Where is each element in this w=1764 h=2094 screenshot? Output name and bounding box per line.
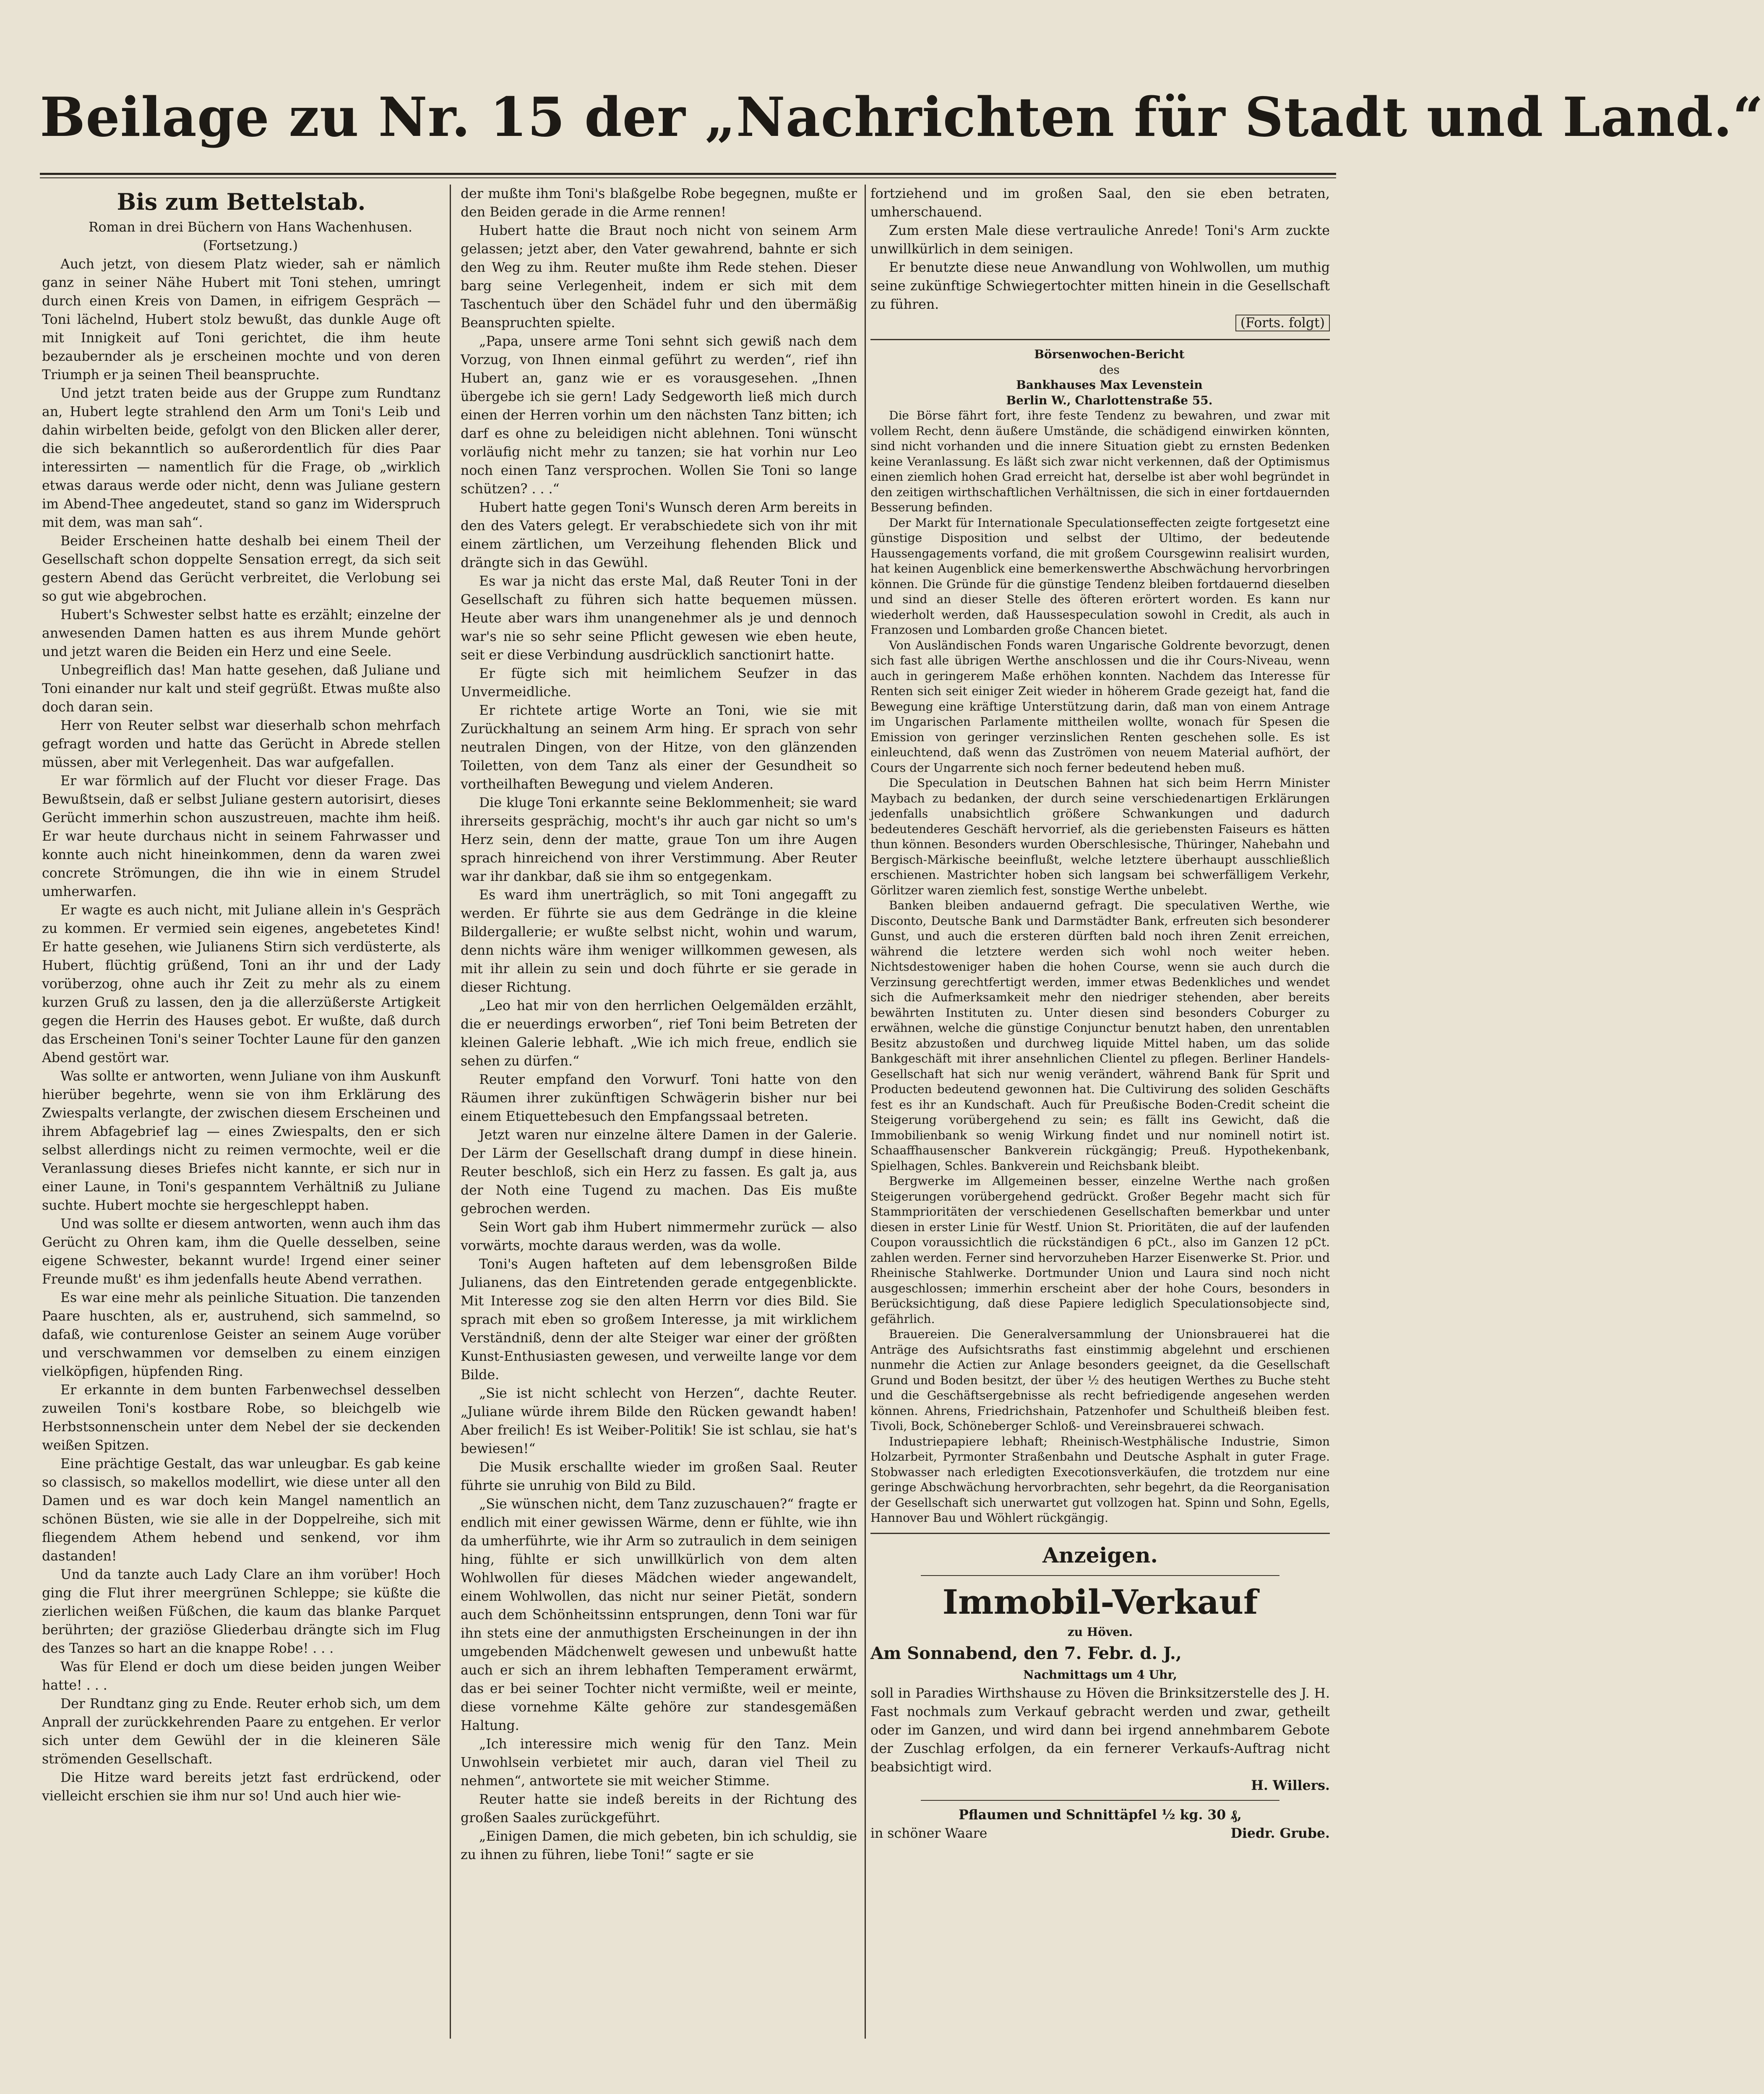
sale-title: Immobil-Verkauf xyxy=(942,1582,1258,1622)
report-paragraph: Bergwerke im Allgemeinen besser, einzelne Werthe nach großen Steigerungen vorübergehend gedrückt. Großer Begehr macht sich für Stammprioritäten der verschiedenen Gesellschaften bemerkbar und unter diesen in erster Linie für Westf. Union St. Prioritäten, die auf der laufenden Coupon voraussichtlich die rückständigen 6 pCt., also im Ganzen 12 pCt. zahlen werden. Ferner sind hervorzuheben Harzer Eisenwerke St. Prior. und Rheinische Stahlwerke. Dortmunder Union und Laura sind noch nicht ausgeschlossen; immerhin erscheint aber der hohe Cours, besonders in Berücksichtigung, daß diese Papiere lediglich Speculationsobjecte sind, gefährlich. xyxy=(870,1174,1330,1326)
column-3 xyxy=(870,185,1330,2039)
sale-signer: H. Willers. xyxy=(1251,1777,1330,1793)
paragraph: Er war förmlich auf der Flucht vor dieser Frage. Das Bewußtsein, daß er selbst Juliane gestern autorisirt, dieses Gerücht immerhin schon auszustreuen, machte ihm heiß. Er war heute durchaus nicht in seinem Fahrwasser und konnte auch nicht hineinkommen, denn da waren zwei concrete Strömungen, die ihn wie in einem Strudel umherwarfen. xyxy=(42,774,440,899)
fruit-signer: Diedr. Grube. xyxy=(1230,1825,1330,1841)
paragraph: Es war eine mehr als peinliche Situation. Die tanzenden Paare huschten, als er, austruhend, sich sammelnd, so dafaß, wie conturenlose Geister an seinem Auge vorüber und verschwammen vor demselben zu einem einzigen vielköpfigen, hüpfenden Ring. xyxy=(42,1290,440,1379)
paragraph: Die Hitze ward bereits jetzt fast erdrückend, oder vielleicht erschien sie ihm nur so! Und auch hier wie- xyxy=(42,1770,440,1804)
fruit-ad-line2: in schöner Waare xyxy=(870,1826,988,1841)
continued-note xyxy=(870,314,1330,332)
paragraph: fortziehend und im großen Saal, den sie eben betraten, umherschauend. xyxy=(870,186,1330,220)
paragraph: Die Musik erschallte wieder im großen Saal. Reuter führte sie unruhig von Bild zu Bild. xyxy=(461,1460,857,1493)
paragraph: Herr von Reuter selbst war dieserhalb schon mehrfach gefragt worden und hatte das Gerücht in Abrede stellen müssen, aber mit Verlegenheit. Das war aufgefallen. xyxy=(42,718,440,770)
report-paragraph: Die Börse fährt fort, ihre feste Tendenz zu bewahren, und zwar mit vollem Recht, denn äußere Umstände, die schädigend einwirken könnten, sind nicht vorhanden und die innere Situation giebt zu ernsten Bedenken keine Veranlassung. Es läßt sich zwar nicht verkennen, daß der Optimismus einen ziemlich hohen Grad erreicht hat, derselbe ist aber wohl begründet in den zeitigen wirthschaftlichen Verhältnissen, die sich in einer fortdauernden Besserung befinden. xyxy=(870,409,1330,514)
sale-location: zu Höven. xyxy=(1067,1625,1133,1639)
paragraph: Er richtete artige Worte an Toni, wie sie mit Zurückhaltung an seinem Arm hing. Er sprach von sehr neutralen Dingen, von der Hitze, von den glänzenden Toiletten, von dem Tanz als einer der Gesundheit so vortheilhaften Bewegung und vielem Anderen. xyxy=(461,703,857,792)
section-divider xyxy=(870,339,1330,340)
paragraph: Zum ersten Male diese vertrauliche Anrede! Toni's Arm zuckte unwillkürlich in dem seinigen. xyxy=(870,223,1330,257)
report-paragraph: Industriepapiere lebhaft; Rheinisch-Westphälische Industrie, Simon Holzarbeit, Pyrmonter Straßenbahn und Deutsche Asphalt in guter Frage. Stobwasser nach erledigten Execotionsverkäufen, die trotzdem nur eine geringe Abschwächung hervorbrachten, sehr begehrt, da die Reorganisation der Gesellschaft sich unerwartet gut vollzogen hat. Spinn und Sohn, Egells, Hannover Bau und Wöhlert rückgängig. xyxy=(870,1434,1330,1525)
paragraph: Und was sollte er diesem antworten, wenn auch ihm das Gerücht zu Ohren kam, ihm die Quelle desselben, seine eigene Schwester, bekannt wurde! Irgend einer seiner Freunde mußt' es ihm jedenfalls heute Abend verrathen. xyxy=(42,1216,440,1287)
column-divider-2 xyxy=(865,185,866,2039)
paragraph: Er wagte es auch nicht, mit Juliane allein in's Gespräch zu kommen. Er vermied sein eigenes, angebetetes Kind! Er hatte gesehen, wie Julianens Stirn sich verdüsterte, als Hubert, flüchtig grüßend, Toni an ihr und der Lady vorüberzog, ohne auch ihr Zeit zu mehr als zu einem kurzen Gruß zu lassen, den ja die allerzüßerste Artigkeit gegen die Herrin des Hauses gebot. Er wußte, daß durch das Erscheinen Toni's seiner Tochter Laune für den ganzen Abend gestört war. xyxy=(42,903,440,1065)
paragraph: Er erkannte in dem bunten Farbenwechsel desselben zuweilen Toni's kostbare Robe, so bleichgelb wie Herbstsonnenschein unter dem Nebel der sie deckenden weißen Spitzen. xyxy=(42,1383,440,1453)
paragraph: Toni's Augen hafteten auf dem lebensgroßen Bilde Julianens, das den Eintretenden gerade entgegenblickte. Mit Interesse zog sie den alten Herrn vor dies Bild. Sie sprach mit eben so großem Interesse, ja mit wirklichem Verständniß, denn der alte Steiger war einer der größten Kunst-Enthusiasten gewesen, und verweilte lange vor dem Bilde. xyxy=(461,1257,857,1383)
paragraph: „Einigen Damen, die mich gebeten, bin ich schuldig, sie zu ihnen zu führen, liebe Toni!“ sagte er sie xyxy=(461,1829,857,1862)
sale-text: soll in Paradies Wirthshause zu Höven die Brinksitzerstelle des J. H. Fast nochmals zum Verkauf gebracht werden und zwar, getheilt oder im Ganzen, und wird dann bei irgend annehmbarem Gebote der Zuschlag erfolgen, da ein fernerer Verkaufs-Auftrag nicht beabsichtigt wird. xyxy=(870,1685,1330,1775)
novel-column-2 xyxy=(461,185,857,2039)
novel-col1-text xyxy=(42,255,440,1805)
paragraph: Unbegreiflich das! Man hatte gesehen, daß Juliane und Toni einander nur kalt und steif gegrüßt. Etwas mußte also doch daran sein. xyxy=(42,663,440,715)
novel-subtitle: Roman in drei Büchern von Hans Wachenhusen. xyxy=(88,220,413,235)
paragraph: Reuter hatte sie indeß bereits in der Richtung des großen Saales zurückgeführt. xyxy=(461,1792,857,1826)
paragraph: Hubert hatte gegen Toni's Wunsch deren Arm bereits in den des Vaters gelegt. Er verabschiedete sich von ihr mit einem zärtlichen, um Verzeihung flehenden Blick und drängte sich in das Gewühl. xyxy=(461,500,857,570)
paragraph: Und jetzt traten beide aus der Gruppe zum Rundtanz an, Hubert legte strahlend den Arm um Toni's Leib und dahin wirbelten beide, gefolgt von den Blicken aller derer, die sich bekanntlich so außerordentlich für dies Paar interessirten — namentlich für die Frage, ob „wirklich etwas daraus werde oder nicht, denn was Juliane gestern im Abend-Thee angedeutet, stand so ganz im Widerspruch mit dem, was man sah“. xyxy=(42,386,440,530)
continued-note-text: (Forts. folgt) xyxy=(1235,315,1330,331)
paragraph: Es ward ihm unerträglich, so mit Toni angegafft zu werden. Er führte sie aus dem Gedränge in die kleine Bildergallerie; er wußte selbst nicht, wohin und warum, denn nichts wäre ihm weniger willkommen gewesen, als mit ihr allein zu sein und doch führte er sie gerade in dieser Richtung. xyxy=(461,888,857,995)
novel-title: Bis zum Bettelstab. xyxy=(117,188,366,215)
novel-continuation-note: (Fortsetzung.) xyxy=(203,238,298,253)
paragraph: Sein Wort gab ihm Hubert nimmermehr zurück — also vorwärts, mochte daraus werden, was da wolle. xyxy=(461,1220,857,1253)
novel-column-1 xyxy=(42,185,440,2039)
paragraph: Eine prächtige Gestalt, das war unleugbar. Es gab keine so classisch, so makellos modellirt, wie diese unter all den Damen und es war doch kein Mangel namentlich an schönen Büsten, wie sie alle in der Doppelreihe, sich mit fliegendem Athem hebend und senkend, vor ihm dastanden! xyxy=(42,1456,440,1564)
paragraph: Was sollte er antworten, wenn Juliane von ihm Auskunft hierüber begehrte, wenn sie von ihm Erklärung des Zwiespalts verlangte, der zwischen diesem Erscheinen und ihrem Abfagebrief lag — eines Zwiespalts, den er sich selbst allerdings nicht zu reimen vermochte, weil er die Veranlassung dieses Briefes nicht kannte, er sich nur in einer Laune, in Toni's gespanntem Verhältniß zu Juliane suchte. Hubert mochte sie hergeschleppt haben. xyxy=(42,1069,440,1213)
paragraph: Beider Erscheinen hatte deshalb bei einem Theil der Gesellschaft schon doppelte Sensation erregt, da sich seit gestern Abend das Gerücht verbreitet, die Verlobung sei so gut wie abgebrochen. xyxy=(42,534,440,604)
ad-divider xyxy=(921,1800,1279,1801)
paragraph: Auch jetzt, von diesem Platz wieder, sah er nämlich ganz in seiner Nähe Hubert mit Toni stehen, umringt durch einen Kreis von Damen, in eifrigem Gespräch — Toni lächelnd, Hubert stolz bewußt, das dunkle Auge oft mit Innigkeit auf Toni gerichtet, die ihm heute bezaubernder als je erscheinen mochte und von deren Triumph er ja seinen Theil beanspruchte. xyxy=(42,257,440,383)
paragraph: „Sie ist nicht schlecht von Herzen“, dachte Reuter. „Juliane würde ihrem Bilde den Rücken gewandt haben! Aber freilich! Es ist Weiber-Politik! Sie ist schlau, sie hat's bewiesen!“ xyxy=(461,1386,857,1456)
masthead-rule-bottom xyxy=(40,177,1336,178)
paragraph: „Papa, unsere arme Toni sehnt sich gewiß nach dem Vorzug, von Ihnen einmal geführt zu werden“, rief ihn Hubert an, ganz wie er es vorausgesehen. „Ihnen übergebe ich sie gern! Lady Sedgeworth ließ mich durch einen der Herren vorhin um den nächsten Tanz bitten; ich darf es ohne zu beleidigen nicht ablehnen. Toni wünscht vorläufig nicht mehr zu tanzen; sie hat vorhin nur Leo noch einen Tanz versprochen. Wollen Sie Toni so lange schützen? . . .“ xyxy=(461,334,857,497)
paragraph: „Sie wünschen nicht, dem Tanz zuzuschauen?“ fragte er endlich mit einer gewissen Wärme, denn er fühlte, wie ihn da umherführte, wie ihr Arm so zutraulich in dem seinigen hing, fühlte er sich unwillkürlich von dem alten Wohlwollen für dieses Mädchen wieder angewandelt, einem Wohlwollen, das nicht nur seiner Pietät, sondern auch dem Schönheitssinn entsprungen, denn Toni war für ihn stets eine der anmuthigsten Erscheinungen in der ihn umgebenden Mädchenwelt gewesen und unbewußt hatte auch er sich an ihrem lebhaften Temperament erwärmt, das er bei seiner Tochter nicht vermißte, weil er meinte, diese vornehme Kälte gehöre zur standesgemäßen Haltung. xyxy=(461,1497,857,1733)
report-paragraph: Der Markt für Internationale Speculationseffecten zeigte fortgesetzt eine günstige Disposition und selbst der Ultimo, der bedeutende Haussengagements vorfand, die mit großem Coursgewinn realisirt wurden, hat keinen Augenblick eine bemerkenswerthe Abschwächung hervorbringen können. Die Gründe für die günstige Tendenz bleiben fortdauernd dieselben und sind an dieser Stelle des öfteren erörtert worden. Es kann nur wiederholt werden, daß Haussespeculation sowohl in Credit, als auch in Franzosen und Lombarden große Chancen bietet. xyxy=(870,516,1330,637)
paragraph: „Ich interessire mich wenig für den Tanz. Mein Unwohlsein verbietet mir auch, daran viel Theil zu nehmen“, antwortete sie mit weicher Stimme. xyxy=(461,1737,857,1789)
paragraph: Und da tanzte auch Lady Clare an ihm vorüber! Hoch ging die Flut ihrer meergrünen Schleppe; sie küßte die zierlichen weißen Füßchen, die kaum das blanke Parquet berührten; der graziöse Gliederbau drängte sich im Flug des Tanzes so hart an die knappe Robe! . . . xyxy=(42,1567,440,1656)
paragraph: Die kluge Toni erkannte seine Beklommenheit; sie ward ihrerseits gesprächig, mocht's ihr auch gar nicht so um's Herz sein, denn der matte, graue Ton um ihre Augen sprach hinreichend von ihrer Verstimmung. Aber Reuter war ihr dankbar, daß sie ihm so entgegenkam. xyxy=(461,795,857,884)
section-divider xyxy=(870,1533,1330,1534)
market-report xyxy=(870,347,1330,1526)
advertisements xyxy=(870,1541,1330,1843)
paragraph: Er benutzte diese neue Anwandlung von Wohlwollen, um muthig seine zukünftige Schwiegertochter mitten hinein in die Gesellschaft zu führen. xyxy=(870,260,1330,312)
paragraph: Hubert hatte die Braut noch nicht von seinem Arm gelassen; jetzt aber, den Vater gewahrend, bahnte er sich den Weg zu ihm. Reuter mußte ihm Rede stehen. Dieser barg seine Verlegenheit, indem er sich mit dem Taschentuch über den Schädel fuhr und den übermäßig Beanspruchten spielte. xyxy=(461,223,857,331)
sale-time: Nachmittags um 4 Uhr, xyxy=(1023,1667,1177,1682)
paragraph: Reuter empfand den Vorwurf. Toni hatte von den Räumen ihrer zukünftigen Schwägerin bisher nur bei einem Etiquettebesuch den Empfangssaal betreten. xyxy=(461,1072,857,1124)
fruit-ad-row xyxy=(870,1824,1330,1843)
report-paragraph: Banken bleiben andauernd gefragt. Die speculativen Werthe, wie Disconto, Deutsche Bank und Darmstädter Bank, erfreuten sich besonderer Gunst, und auch die ersteren dürften bald noch ihren Zenit erreichen, während die letztere werden sich wohl noch weiter heben. Nichtsdestoweniger haben die hohen Course, wenn sie auch durch die Verzinsung gerechtfertigt werden, immer etwas Bedenkliches und wendet sich die Aufmerksamkeit mehr den niedriger stehenden, aber bereits bewährten Instituten zu. Unter diesen sind besonders Coburger zu erwähnen, welche die günstige Conjunctur benutzt haben, den unrentablen Besitz abzustoßen und durchweg liquide Mittel haben, um das solide Bankgeschäft mit ihrer ansehnlichen Clientel zu pflegen. Berliner Handels-Gesellschaft hat sich nur wenig verändert, während Bank für Sprit und Producten bedeutend gewonnen hat. Die Cultivirung des soliden Geschäfts fest es ihr an Kundschaft. Auch für Preußische Boden-Credit scheint die Steigerung vorübergehend zu sein; es fällt ins Gewicht, daß die Immobilienbank so wenig Wirkung findet und nur nominell notirt ist. Schaaffhausenscher Bankverein rückgängig; Preuß. Hypothekenbank, Spielhagen, Schles. Bankverein und Reichsbank bleibt. xyxy=(870,899,1330,1173)
paragraph: Hubert's Schwester selbst hatte es erzählt; einzelne der anwesenden Damen hatten es aus ihrem Munde gehört und jetzt waren die Beiden ein Herz und eine Seele. xyxy=(42,607,440,659)
paragraph: Es war ja nicht das erste Mal, daß Reuter Toni in der Gesellschaft zu führen sich hatte bequemen müssen. Heute aber wars ihm unangenehmer als je und dennoch war's nie so sehr seine Pflicht gewesen wie eben heute, seit er diese Verbindung ausdrücklich sanctionirt hatte. xyxy=(461,574,857,663)
report-paragraph: Die Speculation in Deutschen Bahnen hat sich beim Herrn Minister Maybach zu bedanken, der durch seine verschiedenartigen Erklärungen jedenfalls unabsichtlich größere Schwankungen und dadurch bedeutenderes Geschäft hervorrief, als die geriebensten Faiseurs es hätten thun können. Besonders wurden Oberschlesische, Thüringer, Nahebahn und Bergisch-Märkische beeinflußt, welche letztere überhaupt ausschließlich erschienen. Mastrichter hoben sich langsam bei schwerfälligem Verkehr, Görlitzer waren ziemlich fest, sonstige Werthe unbelebt. xyxy=(870,776,1330,897)
masthead: Beilage zu Nr. 15 der „Nachrichten für Stadt und Land.“ xyxy=(40,86,1764,149)
ads-heading: Anzeigen. xyxy=(1042,1542,1158,1568)
fruit-ad-line: Pflaumen und Schnittäpfel ½ kg. 30 ₰, xyxy=(959,1807,1242,1823)
paragraph: der mußte ihm Toni's blaßgelbe Robe begegnen, mußte er den Beiden gerade in die Arme rennen! xyxy=(461,186,857,220)
novel-col3-text xyxy=(870,185,1330,332)
report-title: Börsenwochen-Bericht xyxy=(1034,347,1185,361)
paragraph: Was für Elend er doch um diese beiden jungen Weiber hatte! . . . xyxy=(42,1659,440,1693)
paragraph: „Leo hat mir von den herrlichen Oelgemälden erzählt, die er neuerdings erworben“, rief Toni beim Betreten der kleinen Galerie lebhaft. „Wie ich mich freue, endlich sie sehen zu dürfen.“ xyxy=(461,998,857,1069)
report-paragraph: Von Ausländischen Fonds waren Ungarische Goldrente bevorzugt, denen sich fast alle übrigen Werthe anschlossen und die ihr Cours-Niveau, wenn auch in geringerem Maße erhöhen konnten. Nachdem das Interesse für Renten sich seit einiger Zeit wieder in höherem Grade gezeigt hat, fand die Bewegung eine kräftige Unterstützung darin, daß man von einem Antrage im Ungarischen Parlamente mittheilen wollte, wonach für Spesen die Emission von geringer verzinslichen Renten geschehen solle. Es ist einleuchtend, daß wenn das Zuströmen von neuem Material aufhört, der Cours der Ungarrente sich noch ferner bedeutend heben muß. xyxy=(870,638,1330,775)
report-paragraph: Brauereien. Die Generalversammlung der Unionsbrauerei hat die Anträge des Aufsichtsraths fast einstimmig abgelehnt und erschienen nunmehr die Actien zur Anlage besonders geeignet, da die Gesellschaft Grund und Boden besitzt, der über ½ des heutigen Werthes zu Buche steht und die Geschäftsergebnisse als recht befriedigende angesehen werden können. Ahrens, Friedrichshain, Patzenhofer und Schultheiß bleiben fest. Tivoli, Bock, Schöneberger Schloß- und Vereinsbrauerei schwach. xyxy=(870,1327,1330,1433)
report-des: des xyxy=(1099,362,1120,377)
masthead-rule-top xyxy=(40,173,1336,175)
paragraph: Der Rundtanz ging zu Ende. Reuter erhob sich, um dem Anprall der zurückkehrenden Paare zu entgehen. Er verlor sich unter dem Gewühl der in die kleineren Säle strömenden Gesellschaft. xyxy=(42,1696,440,1767)
sale-date: Am Sonnabend, den 7. Febr. d. J., xyxy=(870,1643,1182,1663)
ad-divider xyxy=(921,1575,1279,1576)
column-divider-1 xyxy=(450,185,451,2039)
report-bank-address: Berlin W., Charlottenstraße 55. xyxy=(1006,393,1213,407)
report-bank-name: Bankhauses Max Levenstein xyxy=(1016,378,1203,392)
paragraph: Jetzt waren nur einzelne ältere Damen in der Galerie. Der Lärm der Gesellschaft drang dumpf in diese hinein. Reuter beschloß, sich ein Herz zu fassen. Es galt ja, aus der Noth eine Tugend zu machen. Das Eis mußte gebrochen werden. xyxy=(461,1128,857,1216)
paragraph: Er fügte sich mit heimlichem Seufzer in das Unvermeidliche. xyxy=(461,666,857,700)
